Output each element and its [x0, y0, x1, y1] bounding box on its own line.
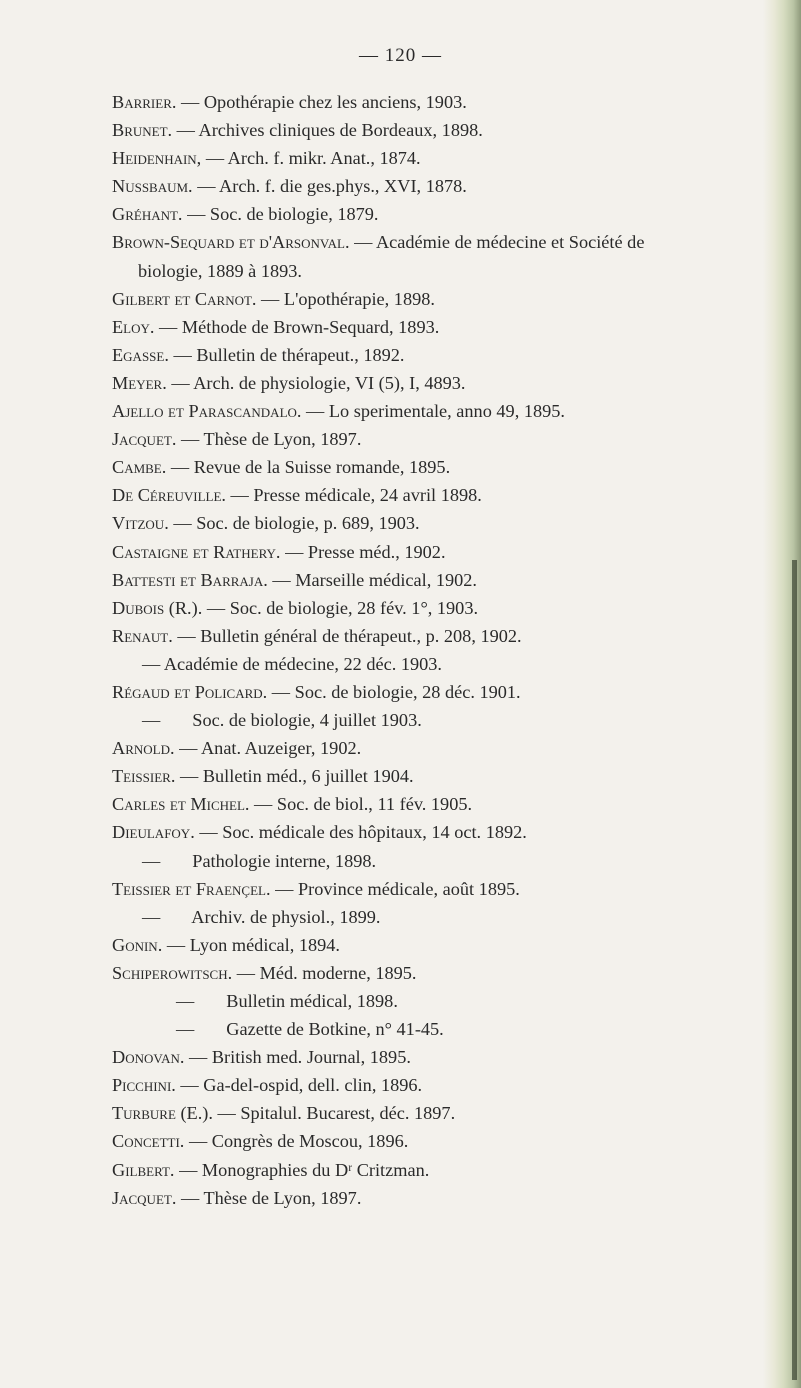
reference-line: [0, 706, 770, 734]
reference-line: [0, 847, 770, 875]
reference-text: — Ga-del-ospid, dell. clin, 1896.: [175, 1075, 423, 1096]
reference-line: [0, 1127, 770, 1155]
reference-author: Jacquet.: [112, 429, 177, 450]
reference-text: — Revue de la Suisse romande, 1895.: [166, 457, 451, 478]
reference-line: [0, 285, 770, 313]
reference-author: Carles et Michel.: [112, 794, 250, 815]
reference-text: — Soc. de biologie, 28 déc. 1901.: [267, 681, 521, 702]
reference-author: Eloy.: [112, 316, 155, 337]
reference-line: [0, 1184, 770, 1212]
reference-author: Brunet.: [112, 120, 173, 141]
reference-line: [0, 594, 770, 622]
reference-text: — Thèse de Lyon, 1897.: [176, 429, 362, 450]
reference-line: [0, 538, 770, 566]
reference-text: — Méd. moderne, 1895.: [232, 962, 417, 983]
reference-line: [0, 622, 770, 650]
reference-line: [0, 313, 770, 341]
reference-text: — Soc. de biologie, p. 689, 1903.: [168, 513, 420, 534]
reference-line: [0, 1156, 770, 1184]
reference-author: Castaigne et Rathery.: [112, 541, 281, 562]
reference-line: [0, 453, 770, 481]
reference-text: — Opothérapie chez les anciens, 1903.: [176, 92, 467, 112]
reference-author: Dieulafoy.: [112, 822, 195, 843]
reference-author: Brown-Sequard et d'Arsonval.: [112, 232, 350, 253]
reference-line: [0, 1043, 770, 1071]
reference-author: Teissier.: [112, 766, 176, 787]
reference-text: — Bulletin médical, 1898.: [176, 991, 398, 1011]
reference-text: — Gazette de Botkine, n° 41-45.: [176, 1019, 444, 1040]
reference-line: [0, 762, 770, 790]
reference-line: [0, 257, 770, 285]
reference-author: Heidenhain,: [112, 148, 202, 169]
reference-text: biologie, 1889 à 1893.: [138, 260, 303, 281]
reference-line: [0, 341, 770, 369]
reference-text: — Méthode de Brown-Sequard, 1893.: [154, 316, 440, 337]
reference-line: [0, 397, 770, 425]
reference-author: Gréhant.: [112, 204, 183, 225]
reference-author: Battesti et Barraja.: [112, 569, 268, 590]
reference-text: — British med. Journal, 1895.: [184, 1047, 411, 1068]
reference-line: [0, 228, 770, 256]
reference-text: — Académie de médecine et Société de: [349, 232, 645, 253]
reference-author: Meyer.: [112, 372, 167, 393]
reference-author: Nussbaum.: [112, 176, 193, 197]
reference-author: Schiperowitsch.: [112, 962, 233, 983]
reference-line: [0, 987, 770, 1015]
reference-text: — Presse méd., 1902.: [280, 541, 446, 562]
reference-line: [0, 678, 770, 706]
reference-text: — Soc. médicale des hôpitaux, 14 oct. 1892.: [194, 822, 527, 843]
reference-text: — Soc. de biologie, 4 juillet 1903.: [142, 710, 422, 731]
reference-line: [0, 200, 770, 228]
reference-line: [0, 734, 770, 762]
reference-text: — Presse médicale, 24 avril 1898.: [225, 485, 482, 506]
reference-line: [0, 425, 770, 453]
reference-text: — Marseille médical, 1902.: [267, 569, 477, 590]
reference-line: [0, 88, 770, 116]
reference-text: — L'opothérapie, 1898.: [256, 288, 435, 309]
reference-text: — Province médicale, août 1895.: [270, 878, 520, 899]
reference-author: Renaut.: [112, 625, 173, 646]
reference-line: [0, 566, 770, 594]
reference-line: [0, 903, 770, 931]
reference-author: Picchini.: [112, 1075, 176, 1096]
reference-text: — Archives cliniques de Bordeaux, 1898.: [172, 120, 483, 141]
reference-line: [0, 172, 770, 200]
reference-author: Barrier.: [112, 92, 177, 112]
reference-author: Cambe.: [112, 457, 167, 478]
reference-author: Donovan.: [112, 1047, 185, 1068]
reference-text: — Lo sperimentale, anno 49, 1895.: [301, 401, 565, 422]
reference-line: [0, 931, 770, 959]
reference-text: — Monographies du Dʳ Critzman.: [174, 1159, 430, 1180]
reference-line: [0, 116, 770, 144]
reference-line: [0, 959, 770, 987]
reference-text: — Spitalul. Bucarest, déc. 1897.: [212, 1103, 456, 1124]
reference-author: Gonin.: [112, 934, 163, 955]
reference-author: Teissier et Fraençel.: [112, 878, 271, 899]
reference-line: [0, 1071, 770, 1099]
reference-text: — Soc. de biol., 11 fév. 1905.: [249, 794, 473, 815]
reference-author: Arnold.: [112, 738, 175, 759]
reference-line: [0, 509, 770, 537]
reference-text: — Soc. de biologie, 1879.: [182, 204, 379, 225]
reference-line: [0, 790, 770, 818]
reference-text: — Soc. de biologie, 28 fév. 1°, 1903.: [202, 597, 479, 618]
reference-author: De Céreuville.: [112, 485, 226, 506]
reference-text: — Bulletin général de thérapeut., p. 208, 1902.: [172, 625, 522, 646]
reference-line: [0, 144, 770, 172]
reference-text: — Thèse de Lyon, 1897.: [176, 1187, 362, 1208]
reference-author: Vitzou.: [112, 513, 169, 534]
reference-line: [0, 1099, 770, 1127]
reference-line: [0, 369, 770, 397]
reference-author: Concetti.: [112, 1131, 185, 1152]
reference-line: [0, 818, 770, 846]
reference-text: — Arch. f. die ges.phys., XVI, 1878.: [192, 176, 467, 197]
reference-author: Jacquet.: [112, 1187, 177, 1208]
reference-author: Ajello et Parascandalo.: [112, 401, 302, 422]
reference-text: — Lyon médical, 1894.: [162, 934, 340, 955]
reference-text: — Arch. de physiologie, VI (5), I, 4893.: [166, 372, 466, 393]
reference-line: [0, 875, 770, 903]
reference-author: Dubois (R.).: [112, 597, 203, 618]
binding-spine: [792, 560, 797, 1380]
reference-text: — Académie de médecine, 22 déc. 1903.: [142, 653, 443, 674]
reference-line: [0, 1015, 770, 1043]
reference-text: — Arch. f. mikr. Anat., 1874.: [201, 148, 421, 169]
reference-author: Turbure (E.).: [112, 1103, 213, 1124]
reference-text: — Bulletin de thérapeut., 1892.: [168, 344, 405, 365]
reference-text: — Anat. Auzeiger, 1902.: [174, 738, 362, 759]
reference-author: Régaud et Policard.: [112, 681, 268, 702]
page-number: — 120 —: [359, 45, 442, 66]
reference-line: [0, 650, 770, 678]
reference-text: — Bulletin méd., 6 juillet 1904.: [175, 766, 414, 787]
reference-text: — Congrès de Moscou, 1896.: [184, 1131, 409, 1152]
reference-author: Egasse.: [112, 344, 169, 365]
reference-author: Gilbert.: [112, 1159, 175, 1180]
reference-line: [0, 481, 770, 509]
reference-list: [0, 88, 770, 1212]
reference-text: — Pathologie interne, 1898.: [142, 850, 377, 871]
reference-author: Gilbert et Carnot.: [112, 288, 257, 309]
reference-text: — Archiv. de physiol., 1899.: [142, 906, 381, 927]
